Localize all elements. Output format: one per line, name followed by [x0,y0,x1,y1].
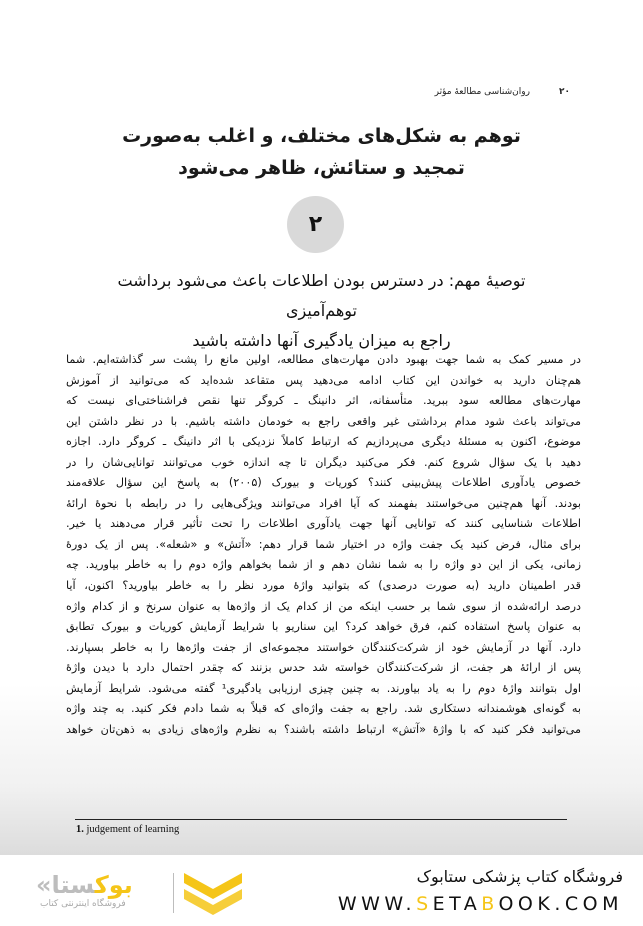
store-logo-chevron-icon [180,869,246,917]
body-line: درصد ارائه‌شده از سوی شما بر حسب اینکه من از کدام یک از واژه‌ها به عنوان سرنخ و از کدام واژه [66,599,581,613]
footnote-divider [75,819,567,820]
body-line: دارد. آنها در آزمایش خود از شرکت‌کنندگان خواستند مجموعه‌ای از جفت واژه‌ها را به خاطر بسپارند. [66,640,581,654]
store-name: فروشگاه کتاب پزشکی ستابوک [416,867,623,886]
url-part: OOK.COM [498,893,623,915]
body-line: زمانی، یکی از این دو واژه را به شما نشان دهم و از شما بخواهم واژه دوم را به خاطر بیاورید. چه [66,558,581,572]
body-line: بودند. آنها هم‌چنین می‌خواستند بفهمند که آیا افراد می‌توانند ویژگی‌هایی را در رابطه با نحوهٔ ارائهٔ [66,496,581,510]
logo-word-yellow: بوک [94,871,133,899]
url-part-highlight: B [481,893,499,915]
chapter-epigraph [100,120,543,184]
body-line: برای مثال، فرض کنید یک جفت واژه در اختیار شما قرار دهم: «آتش» و «شعله». پس از یک دورهٔ [66,537,581,551]
epigraph-line-1: توهم به شکل‌های مختلف، و اغلب به‌صورت [122,125,521,147]
body-line: دهید با یک سؤال شروع کنم. فکر می‌کنید دیگران تا چه اندازه خوب می‌توانند توانایی‌شان را در [66,455,581,469]
store-banner [0,855,643,926]
body-line: می‌تواند باعث شود مدام برداشتی غیر واقعی راجع به خودمان داشته باشیم. با در نظر داشتن این [66,414,581,428]
store-logo-wordmark[interactable] [36,871,166,897]
body-line: هم‌چنان دارید به خواندن این کتاب ادامه می‌دهید پس متقاعد شده‌اید که می‌توانید از آموزش [66,373,581,387]
body-line: پس از ارائهٔ هر جفت، از شرکت‌کنندگان خواسته شد حدس بزنند که چقدر احتمال دارد با دیدن واژهٔ [66,661,581,675]
body-line: قدر اطمینان دارید (به صورت درصدی) که بتوانید واژهٔ مورد نظر را به خاطر بیاورید؟ اکنون، آیا [66,579,581,593]
footnote-number: 1. [76,824,84,835]
recommendation-line-2: راجع به میزان یادگیری آنها داشته باشید [192,331,451,350]
body-paragraph [66,350,581,740]
chapter-number: ۲ [308,212,323,237]
body-line: اول بتوانند واژهٔ دوم را به یاد بیاورند. به چنین چیزی ارزیابی یادگیری¹ گفته می‌شود. شرایط آزمایش [66,681,581,695]
logo-chevrons-icon: « [36,871,52,899]
logo-word-grey: ستا [51,871,95,899]
url-part: ETA [432,893,482,915]
logo-separator [173,873,174,913]
body-line: به گونه‌ای هوشمندانه دستکاری شد. راجع به جفت واژه‌ای که قبلاً به شما دادم فکر کنید. به چند واژه [66,702,581,716]
body-line: به عنوان پاسخ استفاده کنم، فرق خواهد کرد؟ این سناریو با شرایط آزمایش کوریات و بیورک تطابق [66,620,581,634]
body-line: موضوع، اکنون به مسئلهٔ دیگری می‌پردازیم که ارتباط کاملاً نزدیکی با اثر دانینگ ـ کروگر دارد. اجازه [66,435,581,449]
page-number: ۲۰ [559,87,570,97]
book-title: روان‌شناسی مطالعهٔ مؤثر [434,87,530,97]
running-head [430,87,570,101]
body-line: می‌توانید فکر کنید که با واژهٔ «آتش» ارتباط داشته باشند؟ به نظرم واژه‌های زیادی به ذهن‌تان خواهد [66,722,581,736]
footnote [76,824,179,835]
url-part: WWW. [337,893,417,915]
store-url[interactable] [338,893,623,915]
recommendation-line-1: توصیهٔ مهم: در دسترس بودن اطلاعات باعث می‌شود برداشت توهم‌آمیزی [117,271,526,320]
body-line: مهارت‌های مطالعه سود ببرید. متأسفانه، اثر دانینگ ـ کروگر تنها نقص فراشناختی‌ای نیست که [66,394,581,408]
body-line: خصوص یادآوری اطلاعات پیش‌بینی کنند؟ کوریات و بیورک (۲۰۰۵) به پاسخ این سؤال علاقه‌مند [66,476,581,490]
body-line: در مسیر کمک به شما جهت بهبود دادن مهارت‌های مطالعه، اولین مانع را پشت سر گذاشته‌ایم. شما [66,353,581,366]
epigraph-line-2: تمجید و ستائش، ظاهر می‌شود [178,157,465,179]
chapter-number-badge [287,196,344,253]
body-line: اطلاعات شناسایی کنند که توانایی آنها جهت یادآوری اطلاعات را تحت تأثیر قرار می‌دهند یا خیر. [66,517,581,531]
key-recommendation [80,266,563,356]
logo-tagline: فروشگاه اینترنتی کتاب [40,899,126,909]
url-part-highlight: S [416,893,433,915]
footnote-text: judgement of learning [86,824,180,835]
